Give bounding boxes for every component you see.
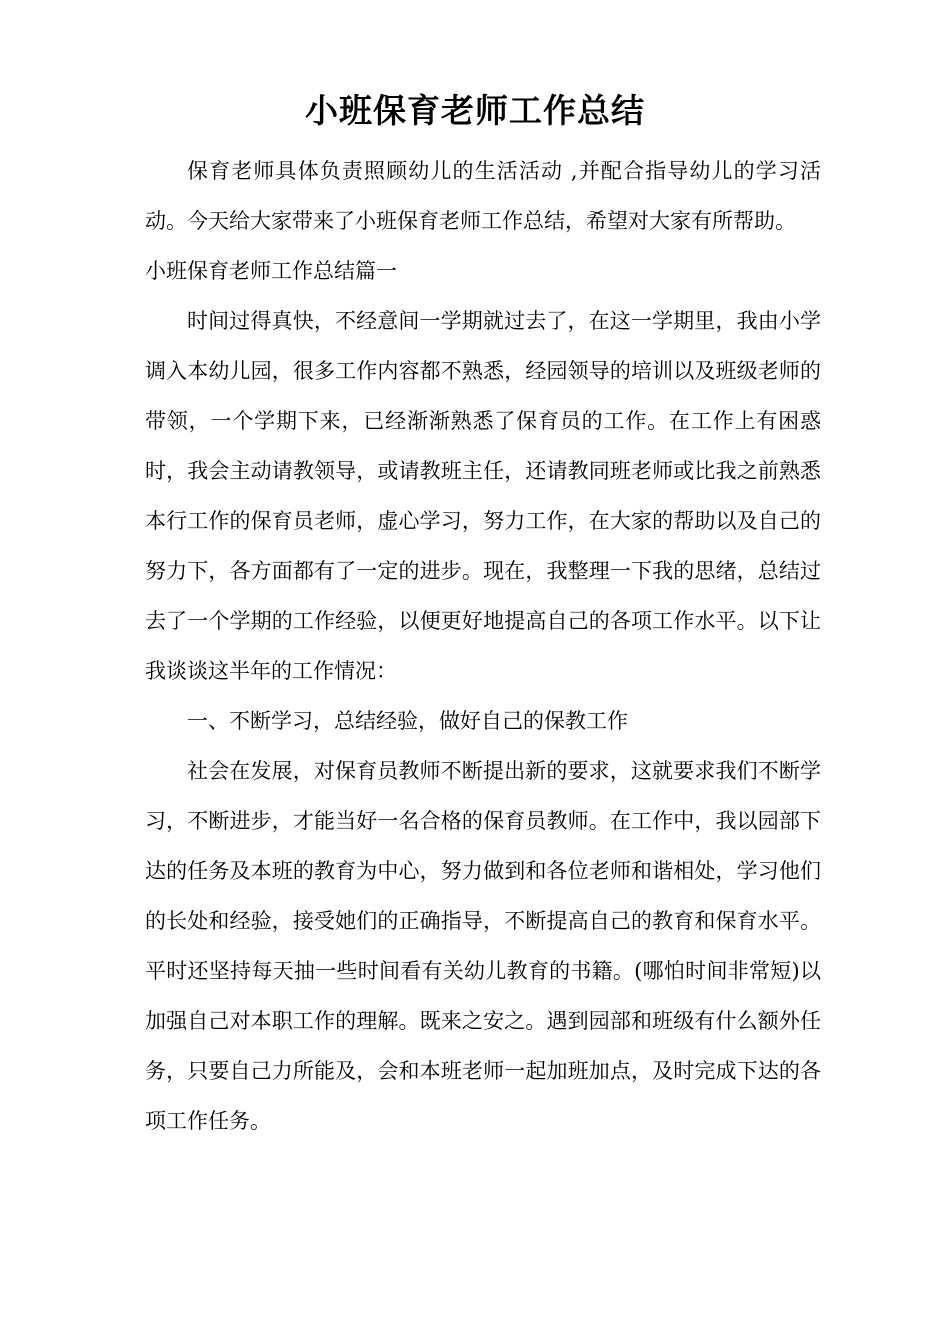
body-paragraph: 时间过得真快，不经意间一学期就过去了，在这一学期里，我由小学调入本幼儿园，很多工作内容都不熟悉，经园领导的培训以及班级老师的带领，一个学期下来，已经渐渐熟悉了保育员的工作。在工作上有困惑时，我会主动请教领导，或请教班主任，还请教同班老师或比我之前熟悉本行工作的保育员老师，虚心学习，努力工作，在大家的帮助以及自己的努力下，各方面都有了一定的进步。现在，我整理一下我的思绪，总结过去了一个学期的工作经验，以便更好地提高自己的各项工作水平。以下让我谈谈这半年的工作情况： <box>145 309 821 683</box>
intro-paragraph: 保育老师具体负责照顾幼儿的生活活动 ,并配合指导幼儿的学习活动。今天给大家带来了小班保育老师工作总结，希望对大家有所帮助。 <box>145 159 821 233</box>
body-paragraph: 社会在发展，对保育员教师不断提出新的要求，这就要求我们不断学习，不断进步，才能当好一名合格的保育员教师。在工作中，我以园部下达的任务及本班的教育为中心，努力做到和各位老师和谐相处，学习他们的长处和经验，接受她们的正确指导，不断提高自己的教育和保育水平。平时还坚持每天抽一些时间看有关幼儿教育的书籍。(哪怕时间非常短)以加强自己对本职工作的理解。既来之安之。遇到园部和班级有什么额外任务，只要自己力所能及，会和本班老师一起加班加点，及时完成下达的各项工作任务。 <box>145 759 821 1133</box>
document-body <box>145 146 821 1146</box>
document-title: 小班保育老师工作总结 <box>305 91 645 130</box>
section-heading: 小班保育老师工作总结篇一 <box>145 259 397 283</box>
subsection-heading: 一、不断学习，总结经验，做好自己的保教工作 <box>187 709 628 733</box>
